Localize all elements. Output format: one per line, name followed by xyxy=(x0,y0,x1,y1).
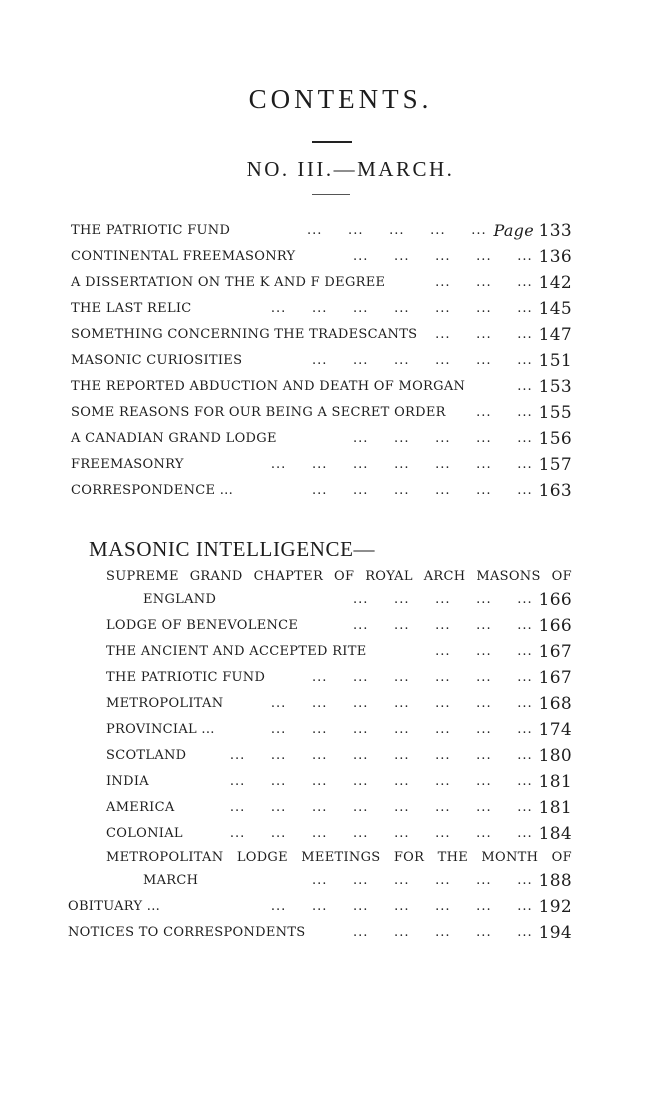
page-number: 163 xyxy=(538,481,572,501)
entry-word: CHAPTER xyxy=(253,569,324,584)
entry-title: FREEMASONRY xyxy=(71,457,184,472)
leader-dots: ... ... ... ... ... ... ... ... xyxy=(229,800,533,815)
page-number: 147 xyxy=(538,325,572,345)
page-number: 156 xyxy=(538,429,572,449)
contents-entry xyxy=(71,375,572,399)
entry-title: LODGE OF BENEVOLENCE xyxy=(106,618,299,633)
contents-entry xyxy=(71,401,572,425)
leader-dots: ... ... ... ... ... xyxy=(353,925,533,940)
contents-entry xyxy=(71,323,572,347)
leader-dots: ... ... ... xyxy=(435,327,533,342)
issue-subtitle: NO. III.—MARCH. xyxy=(246,157,455,181)
leader-dots: ... ... ... ... ... xyxy=(353,618,533,633)
leader-dots: ... ... ... ... ... ... xyxy=(311,670,533,685)
entry-word: GRAND xyxy=(189,569,243,584)
entry-word: OF xyxy=(551,850,572,865)
leader-dots: ... ... ... ... ... xyxy=(353,592,533,607)
leader-dots: ... ... ... ... ... ... ... xyxy=(270,457,533,472)
page-number: 167 xyxy=(538,668,572,688)
contents-entry xyxy=(106,614,572,638)
entry-title: AMERICA xyxy=(106,800,175,815)
contents-entry xyxy=(71,479,572,503)
page-number: 151 xyxy=(538,351,572,371)
entry-title: SOME REASONS FOR OUR BEING A SECRET ORDER xyxy=(71,405,446,420)
contents-entry xyxy=(71,453,572,477)
entry-title: SCOTLAND xyxy=(106,748,187,763)
entry-word: ROYAL xyxy=(365,569,413,584)
entry-word: SUPREME xyxy=(106,569,179,584)
page-number: 180 xyxy=(538,746,572,766)
contents-entry xyxy=(68,895,572,919)
contents-entry xyxy=(71,297,572,321)
page-number: 166 xyxy=(538,616,572,636)
contents-entry xyxy=(71,427,572,451)
entry-title: THE LAST RELIC xyxy=(71,301,192,316)
entry-title: CORRESPONDENCE ... xyxy=(71,483,234,498)
page-number: 188 xyxy=(538,871,572,891)
leader-dots: ... ... ... ... ... ... ... ... xyxy=(229,826,533,841)
leader-dots: ... ... ... ... ... ... ... ... xyxy=(229,774,533,789)
entry-title: THE PATRIOTIC FUND xyxy=(106,670,266,685)
page-number: 166 xyxy=(538,590,572,610)
page-word: Page xyxy=(493,221,534,240)
entry-title: COLONIAL xyxy=(106,826,183,841)
page-number: 181 xyxy=(538,798,572,818)
page-number: 168 xyxy=(538,694,572,714)
leader-dots: ... ... ... ... ... ... xyxy=(311,873,533,888)
entry-title: A CANADIAN GRAND LODGE xyxy=(71,431,277,446)
section-heading: MASONIC INTELLIGENCE— xyxy=(89,537,376,561)
page-number: 145 xyxy=(538,299,572,319)
entry-title: PROVINCIAL ... xyxy=(106,722,215,737)
page-number: 192 xyxy=(538,897,572,917)
leader-dots: ... ... ... ... ... ... ... xyxy=(270,722,533,737)
contents-entry xyxy=(106,666,572,690)
contents-entry xyxy=(106,692,572,716)
leader-dots: ... ... ... ... ... ... xyxy=(311,353,533,368)
leader-dots: ... ... ... ... ... ... ... xyxy=(270,301,533,316)
entry-word: METROPOLITAN xyxy=(106,850,224,865)
page-number: 157 xyxy=(538,455,572,475)
entry-word: MASONS xyxy=(476,569,541,584)
page-number: 133 xyxy=(538,221,572,241)
leader-dots: ... ... ... xyxy=(435,644,533,659)
entry-word: OF xyxy=(551,569,572,584)
entry-word: LODGE xyxy=(236,850,288,865)
leader-dots: ... ... ... ... ... ... ... xyxy=(270,899,533,914)
title-rule xyxy=(312,141,352,143)
entry-title: METROPOLITAN xyxy=(106,696,224,711)
entry-first-line xyxy=(106,565,572,589)
page-title: CONTENTS. xyxy=(248,84,433,114)
leader-dots: ... xyxy=(517,379,533,394)
contents-entry xyxy=(71,219,572,243)
entry-title: MARCH xyxy=(143,873,199,888)
leader-dots: ... ... ... ... ... xyxy=(307,223,487,238)
leader-dots: ... ... ... ... ... ... ... ... xyxy=(229,748,533,763)
leader-dots: ... ... ... ... ... ... ... xyxy=(270,696,533,711)
entry-word: MEETINGS xyxy=(301,850,381,865)
entry-word: THE xyxy=(437,850,469,865)
contents-entry xyxy=(71,271,572,295)
entry-word: MONTH xyxy=(481,850,539,865)
entry-title: ENGLAND xyxy=(143,592,217,607)
entry-word: OF xyxy=(333,569,355,584)
entry-title: OBITUARY ... xyxy=(68,899,161,914)
contents-entry xyxy=(106,822,572,846)
page-number: 181 xyxy=(538,772,572,792)
contents-entry xyxy=(106,770,572,794)
leader-dots: ... ... ... ... ... ... xyxy=(311,483,533,498)
page-number: 136 xyxy=(538,247,572,267)
leader-dots: ... ... ... xyxy=(435,275,533,290)
page-number: 167 xyxy=(538,642,572,662)
entry-title: CONTINENTAL FREEMASONRY xyxy=(71,249,296,264)
contents-entry xyxy=(106,640,572,664)
entry-title: NOTICES TO CORRESPONDENTS xyxy=(68,925,306,940)
contents-entry xyxy=(106,718,572,742)
leader-dots: ... ... ... ... ... xyxy=(353,431,533,446)
entry-title: SOMETHING CONCERNING THE TRADESCANTS xyxy=(71,327,418,342)
contents-entry xyxy=(68,921,572,945)
entry-second-line xyxy=(106,846,572,870)
entry-word: FOR xyxy=(393,850,425,865)
subtitle-rule xyxy=(312,194,350,195)
entry-title: THE PATRIOTIC FUND xyxy=(71,223,231,238)
entry-title: A DISSERTATION ON THE K AND F DEGREE xyxy=(71,275,386,290)
entry-title: THE REPORTED ABDUCTION AND DEATH OF MORGAN xyxy=(71,379,466,394)
page-number: 194 xyxy=(538,923,572,943)
page-number: 174 xyxy=(538,720,572,740)
contents-entry xyxy=(71,245,572,269)
leader-dots: ... ... ... ... ... xyxy=(353,249,533,264)
page-number: 153 xyxy=(538,377,572,397)
page-number: 142 xyxy=(538,273,572,293)
page-number: 155 xyxy=(538,403,572,423)
leader-dots: ... ... xyxy=(476,405,533,420)
contents-entry xyxy=(106,796,572,820)
contents-entry xyxy=(71,349,572,373)
contents-entry xyxy=(143,588,572,612)
contents-entry xyxy=(143,869,572,893)
contents-entry xyxy=(106,744,572,768)
entry-title: THE ANCIENT AND ACCEPTED RITE xyxy=(106,644,367,659)
entry-title: INDIA xyxy=(106,774,149,789)
page-number: 184 xyxy=(538,824,572,844)
entry-word: ARCH xyxy=(423,569,466,584)
entry-title: MASONIC CURIOSITIES xyxy=(71,353,243,368)
